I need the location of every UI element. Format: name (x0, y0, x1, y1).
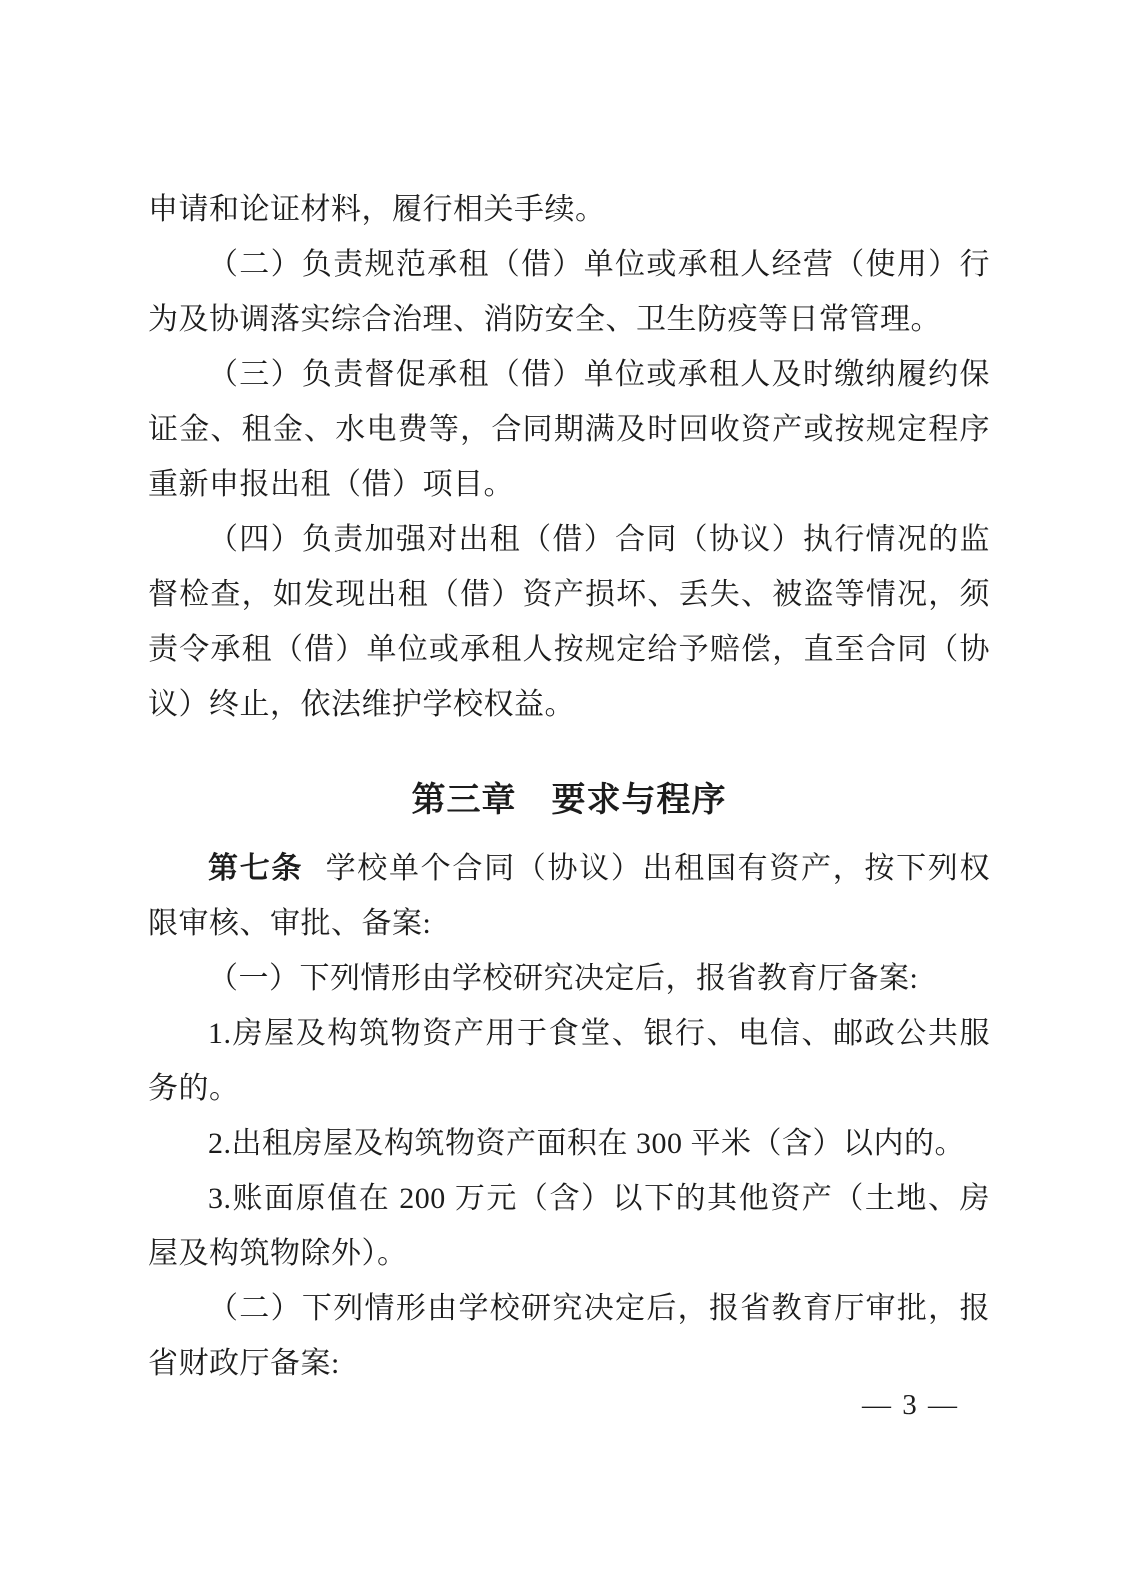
page-number: — 3 — (862, 1389, 959, 1421)
paragraph-item-4: （四）负责加强对出租（借）合同（协议）执行情况的监督检查，如发现出租（借）资产损坏、丢失、被盗等情况，须责令承租（借）单位或承租人按规定给予赔偿，直至合同（协议）终止，依法维护学校权益。 (148, 523, 990, 721)
article-paragraph (148, 841, 990, 951)
paragraph-numbered-1: 1.房屋及构筑物资产用于食堂、银行、电信、邮政公共服务的。 (148, 1017, 990, 1105)
paragraph-continuation: 申请和论证材料，履行相关手续。 (148, 193, 606, 226)
paragraph-item-3: （三）负责督促承租（借）单位或承租人及时缴纳履约保证金、租金、水电费等，合同期满及时回收资产或按规定程序重新申报出租（借）项目。 (148, 358, 990, 501)
chapter-heading: 第三章 要求与程序 (411, 781, 727, 819)
paragraph-subitem-1: （一）下列情形由学校研究决定后，报省教育厅备案: (208, 962, 919, 995)
paragraph-numbered-3: 3.账面原值在 200 万元（含）以下的其他资产（土地、房屋及构筑物除外）。 (148, 1182, 990, 1270)
paragraph-item-2: （二）负责规范承租（借）单位或承租人经营（使用）行为及协调落实综合治理、消防安全、卫生防疫等日常管理。 (148, 248, 990, 336)
paragraph-numbered-2: 2.出租房屋及构筑物资产面积在 300 平米（含）以内的。 (208, 1127, 965, 1160)
article-text: 学校单个合同（协议）出租国有资产，按下列权限审核、审批、备案: (148, 852, 991, 940)
document-body (148, 182, 990, 1391)
article-number-label: 第七条 (208, 852, 304, 885)
paragraph-subitem-2: （二）下列情形由学校研究决定后，报省教育厅审批，报省财政厅备案: (148, 1292, 990, 1380)
